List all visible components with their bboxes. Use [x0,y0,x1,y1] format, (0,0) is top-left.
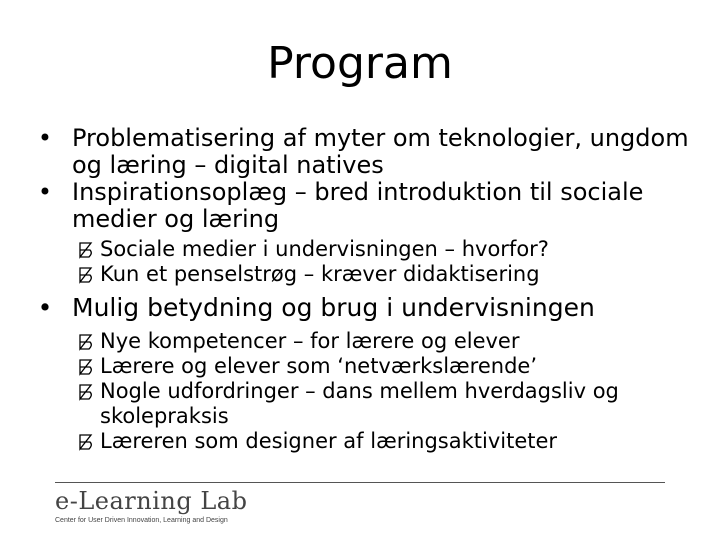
sub-bullet-glyph-icon [77,333,95,351]
bullet-item [30,125,700,179]
bullet-dot-icon: • [37,178,53,206]
bullet-text: Mulig betydning og brug i undervisningen [72,293,595,322]
sub-bullet-text: Kun et penselstrøg – kræver didaktisering [100,262,540,286]
bullet-item [30,293,700,323]
sub-bullet-glyph-icon [77,241,95,259]
footer-divider [55,482,665,483]
sub-bullet-glyph-icon [77,266,95,284]
sub-bullet-glyph-icon [77,358,95,376]
logo-tagline: Center for User Driven Innovation, Learning and Design [55,517,228,524]
sub-bullet-glyph-icon [77,433,95,451]
sub-bullet-text: Nogle udfordringer – dans mellem hverdagsliv og skolepraksis [100,379,619,428]
bullet-dot-icon: • [37,293,53,322]
sub-bullet-glyph-icon [77,383,95,401]
bullet-item [30,179,700,233]
logo-wordmark: e-Learning Lab [55,487,248,515]
sub-bullet-item [30,329,700,354]
bullet-dot-icon: • [37,124,53,152]
bullet-text: Problematisering af myter om teknologier, ungdom og læring – digital natives [72,124,689,179]
sub-bullet-text: Nye kompetencer – for lærere og elever [100,329,520,353]
sub-bullet-text: Lærere og elever som ‘netværkslærende’ [100,354,537,378]
bullet-text: Inspirationsoplæg – bred introduktion til sociale medier og læring [72,178,644,233]
elearning-lab-logo [55,487,355,527]
slide-title: Program [267,38,453,89]
sub-bullet-item [30,429,700,454]
sub-bullet-item [30,237,700,262]
sub-bullet-item [30,379,700,429]
sub-bullet-item [30,354,700,379]
slide-content [30,125,700,454]
sub-bullet-text: Læreren som designer af læringsaktiviteter [100,429,558,453]
sub-bullet-item [30,262,700,287]
sub-bullet-text: Sociale medier i undervisningen – hvorfor? [100,237,549,261]
